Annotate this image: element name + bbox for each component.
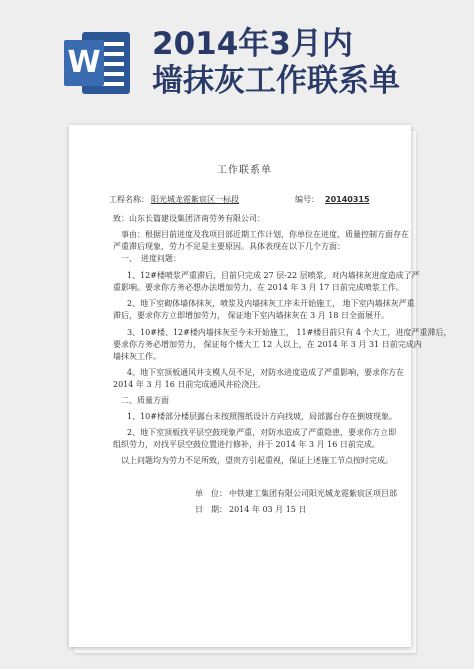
- section-2-heading: 二、质量方面: [121, 396, 169, 405]
- project-label: 工程名称：: [109, 195, 149, 204]
- headline-line-2: 墙抹灰工作联系单: [152, 63, 400, 99]
- svg-text:W: W: [67, 45, 101, 80]
- quality-item-1: 1、10#楼部分楼层露台未按照图纸设计方向找坡，局部露台存在倒坡现象。: [127, 412, 397, 421]
- date-label: 日 期：: [195, 505, 227, 514]
- document-number: 20140315: [325, 195, 370, 204]
- document-date: 2014 年 03 月 15 日: [229, 505, 307, 514]
- project-name: 阳光城龙霓紫宸区一标段: [151, 195, 239, 204]
- item-3-line-3: 墙抹灰工作。: [113, 352, 161, 361]
- headline-line-1: 2014年3月内: [152, 26, 353, 62]
- page-headline: [152, 26, 462, 100]
- intro-line-2: 严重滞后现象，劳力不足是主要原因。具体表现在以下几个方面：: [113, 242, 345, 251]
- item-1-line-1: 1、12#楼喷浆严重滞后，目前只完成 27 层-22 层喷浆，对内墙抹灰进度造成了严: [127, 271, 420, 280]
- item-4-line-2: 2014 年 3 月 16 日前完成通风井砼浇注。: [113, 380, 266, 389]
- document-page: [69, 125, 452, 647]
- word-icon: [60, 26, 134, 100]
- closing-line: 以上问题均为劳力不足所致，望贵方引起重视，保证上述施工节点按时完成。: [121, 456, 393, 465]
- item-1-line-2: 重影响。要求你方务必想办法增加劳力，在 2014 年 3 月 17 日前完成喷浆工作。: [113, 283, 404, 292]
- item-3-line-2: 要求你方务必增加劳力， 保证每个楼大工 12 人以上，在 2014 年 3 月 31 日前完成内: [113, 340, 422, 349]
- quality-item-2-line-1: 2、地下室顶板找平层空鼓现象严重，对防水造成了严重隐患，要求你方立即: [127, 428, 397, 437]
- subject-label: 事由：: [121, 230, 145, 239]
- intro-line-1: 根据目前进度及我项目部近期工作计划，你单位在进度、质量控制方面存在: [145, 230, 409, 239]
- item-2-line-1: 2、地下室砌体墙体抹灰，喷浆及内墙抹灰工序未开始施工， 地下室内墙抹灰严重: [127, 299, 415, 308]
- document-title: 工作联系单: [217, 165, 272, 176]
- header-banner: [0, 0, 474, 120]
- item-3-line-1: 3、10#楼、12#楼内墙抹灰至今未开始施工， 11#楼目前只有 4 个大工，进度严重滞后，: [127, 328, 452, 337]
- unit-label: 单 位：: [195, 489, 227, 498]
- recipient-line: 致：山东长篇建设集团济南劳务有限公司：: [113, 214, 265, 223]
- item-2-line-2: 滞后，要求你方立即增加劳力， 保证地下室内墙抹灰在 3 月 18 日全面展开。: [113, 311, 389, 320]
- number-label: 编号：: [295, 195, 319, 204]
- quality-item-2-line-2: 组织劳力，对找平层空鼓位置进行修补，并于 2014 年 3 月 16 日前完成。: [113, 440, 380, 449]
- item-4-line-1: 4、地下室顶板通风井支模人员不足，对防水进度造成了严重影响，要求你方在: [127, 368, 405, 377]
- unit-name: 中铁建工集团有限公司阳光城龙霓紫宸区项目部: [229, 489, 397, 498]
- section-1-heading: 一、 进度问题：: [121, 254, 181, 263]
